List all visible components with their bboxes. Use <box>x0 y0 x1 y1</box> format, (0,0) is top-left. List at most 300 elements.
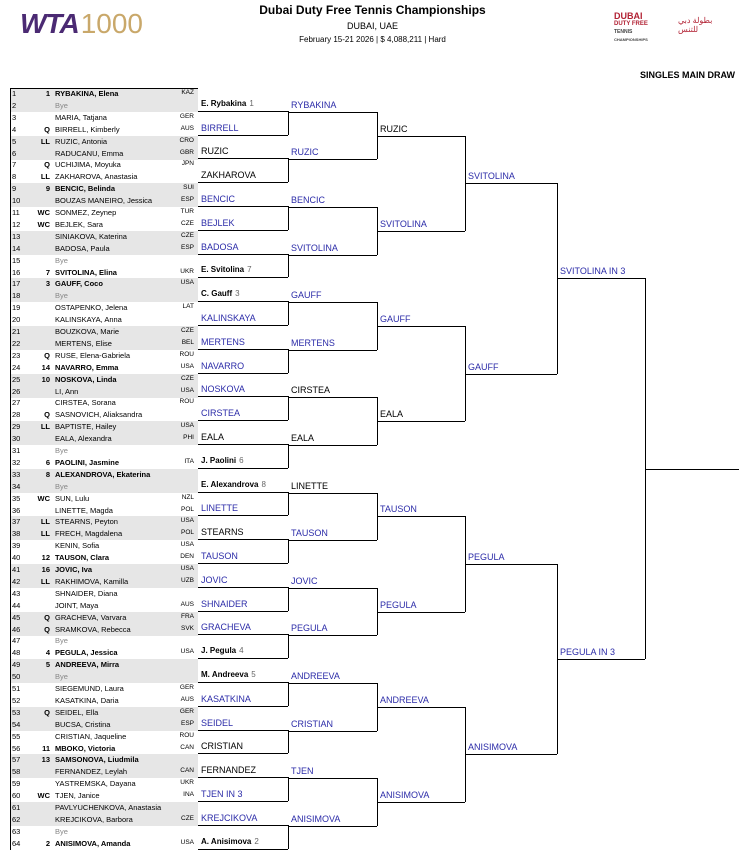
entry-type: LL <box>40 172 50 182</box>
winner-label: MERTENS <box>201 336 245 347</box>
bracket-line <box>288 635 377 636</box>
winner-name <box>291 100 336 110</box>
player-name: Bye <box>55 672 68 682</box>
draw-position: 27 <box>12 398 21 408</box>
winner-name <box>560 266 625 276</box>
player-name: KALINSKAYA, Anna <box>55 315 122 325</box>
player-name: BAPTISTE, Hailey <box>55 422 117 432</box>
seed-entry: 16 <box>41 565 50 574</box>
winner-label: GRACHEVA <box>201 622 251 633</box>
dubai-logo-arabic: بطولة دبي للتنس <box>678 16 713 34</box>
bracket-line <box>377 612 465 613</box>
seed-entry <box>32 422 50 431</box>
winner-name <box>201 146 229 156</box>
country-code: AUS <box>180 695 194 703</box>
draw-frame-left <box>10 88 11 850</box>
winner-name <box>201 361 244 371</box>
seed-entry <box>32 220 50 229</box>
winner-name <box>380 600 417 610</box>
winner-name <box>380 695 429 705</box>
draw-frame-top <box>10 88 198 89</box>
bracket-line <box>465 564 557 565</box>
draw-position: 28 <box>12 410 21 420</box>
draw-position: 42 <box>12 576 21 586</box>
player-name: BOUZKOVA, Marie <box>55 327 120 336</box>
winner-name <box>201 313 256 323</box>
bracket-line <box>465 754 557 755</box>
country-code: UZB <box>181 576 194 584</box>
draw-position: 64 <box>12 838 21 848</box>
player-name: BEJLEK, Sara <box>55 219 103 229</box>
bracket-line <box>557 659 645 660</box>
bracket-line <box>198 658 288 659</box>
winner-label: EALA <box>291 433 315 443</box>
bracket-connector <box>288 396 289 420</box>
seed-entry <box>32 613 50 622</box>
draw-position: 4 <box>12 124 17 134</box>
dubai-logo-lettering: DUBAI DUTY FREE TENNIS CHAMPIONSHIPS <box>614 11 648 42</box>
winner-label: J. Pegula <box>201 646 237 656</box>
draw-position: 15 <box>12 255 21 265</box>
player-name: NAVARRO, Emma <box>55 362 119 372</box>
bracket-line <box>288 588 377 589</box>
draw-position: 14 <box>12 243 21 253</box>
seed-entry: 7 <box>45 267 50 277</box>
seed-entry: 4 <box>45 648 50 658</box>
draw-row <box>10 754 198 766</box>
country-code: USA <box>180 386 194 394</box>
draw-row <box>10 790 198 802</box>
entry-type: LL <box>40 517 50 527</box>
draw-position: 3 <box>12 112 17 122</box>
draw-row <box>10 445 198 457</box>
winner-label: CRISTIAN <box>201 741 244 752</box>
player-name: JOINT, Maya <box>55 600 99 610</box>
country-code: CAN <box>180 767 194 775</box>
player-name: YASTREMSKA, Dayana <box>55 779 136 789</box>
winner-label: KALINSKAYA <box>201 313 256 323</box>
bracket-connector <box>288 111 289 135</box>
seed-entry <box>32 410 50 419</box>
seed-entry <box>32 529 50 538</box>
seed-entry <box>32 494 50 503</box>
winner-label: GAUFF <box>291 290 322 301</box>
draw-row <box>10 374 198 386</box>
entry-type: Q <box>44 624 50 634</box>
bracket-line <box>288 445 377 446</box>
winner-label: SVITOLINA <box>380 218 427 229</box>
draw-row <box>10 707 198 719</box>
winner-label: BEJLEK <box>201 217 235 228</box>
winner-label: CRISTIAN <box>291 718 334 729</box>
country-code: UKR <box>180 779 194 787</box>
winner-label: SEIDEL <box>201 717 234 728</box>
seed-entry: 14 <box>41 362 50 372</box>
bracket-line <box>288 778 377 779</box>
player-name: TJEN, Janice <box>55 791 100 801</box>
player-name: KASATKINA, Daria <box>55 695 119 705</box>
player-name: SVITOLINA, Elina <box>55 267 117 277</box>
draw-row <box>10 457 198 469</box>
player-name: ALEXANDROVA, Ekaterina <box>55 469 151 479</box>
player-name: SASNOVICH, Aliaksandra <box>55 410 143 420</box>
draw-position: 20 <box>12 315 21 325</box>
bracket-line <box>288 350 377 351</box>
winner-label: SVITOLINA <box>468 171 515 182</box>
bracket-line <box>465 183 557 184</box>
country-code: ROU <box>179 398 194 406</box>
winner-seed: 1 <box>249 98 254 108</box>
draw-position: 12 <box>12 219 21 229</box>
tournament-details: February 15-21 2026 | $ 4,088,211 | Hard <box>299 35 446 44</box>
draw-position: 35 <box>12 493 21 503</box>
draw-row <box>10 338 198 350</box>
winner-name <box>291 433 314 443</box>
seed-entry <box>32 172 50 181</box>
player-name: PEGULA, Jessica <box>55 648 118 658</box>
winner-label: E. Rybakina <box>201 98 247 108</box>
winner-name <box>201 408 240 418</box>
seed-entry: 1 <box>45 89 50 98</box>
draw-position: 40 <box>12 553 21 563</box>
winner-label: M. Andreeva <box>201 670 249 679</box>
player-name: RAKHIMOVA, Kamilla <box>55 576 129 586</box>
draw-row <box>10 588 198 600</box>
winner-label: CIRSTEA <box>201 408 241 419</box>
winner-name <box>291 623 328 633</box>
draw-row <box>10 350 198 362</box>
country-code: KAZ <box>181 89 194 96</box>
player-name: LINETTE, Magda <box>55 505 113 515</box>
draw-position: 34 <box>12 481 21 491</box>
draw-row <box>10 88 198 100</box>
player-name: CRISTIAN, Jaqueline <box>55 731 127 741</box>
winner-label: BENCIC <box>291 195 326 205</box>
draw-row <box>10 516 198 528</box>
player-name: SUN, Lulu <box>55 493 90 503</box>
winner-label: BIRRELL <box>201 122 239 133</box>
draw-row <box>10 659 198 671</box>
winner-name <box>291 290 322 300</box>
winner-label: JOVIC <box>201 574 228 585</box>
winner-name <box>291 814 340 824</box>
draw-position: 23 <box>12 350 21 360</box>
winner-label: ANDREEVA <box>380 694 429 705</box>
draw-position: 62 <box>12 814 21 824</box>
winner-label: E. Alexandrova <box>201 479 259 489</box>
draw-position: 1 <box>12 89 17 98</box>
player-name: NOSKOVA, Linda <box>55 374 117 384</box>
draw-position: 13 <box>12 231 21 241</box>
draw-row <box>10 647 198 659</box>
player-name: Bye <box>55 291 68 301</box>
country-code: GER <box>179 112 194 120</box>
bracket-connector <box>288 444 289 468</box>
draw-position: 30 <box>12 434 21 444</box>
player-name: BENCIC, Belinda <box>55 184 116 194</box>
winner-label: RYBAKINA <box>291 99 337 110</box>
draw-position: 56 <box>12 743 21 753</box>
country-code: LAT <box>182 303 194 311</box>
country-code: DEN <box>180 553 194 561</box>
winner-seed: 4 <box>239 646 244 656</box>
country-code: ESP <box>180 243 194 251</box>
draw-position: 6 <box>12 148 17 158</box>
draw-row <box>10 826 198 838</box>
player-name: RUSE, Elena-Gabriela <box>55 350 131 360</box>
dubai-championships-logo <box>610 9 722 42</box>
winner-label: TJEN IN 3 <box>201 789 243 799</box>
player-name: BOUZAS MANEIRO, Jessica <box>55 196 153 206</box>
bracket-line <box>377 802 465 803</box>
draw-position: 38 <box>12 529 21 539</box>
entry-type: Q <box>44 612 50 622</box>
player-name: Bye <box>55 481 68 491</box>
player-name: Bye <box>55 446 68 455</box>
draw-position: 9 <box>12 184 17 194</box>
player-name: MERTENS, Elise <box>55 338 112 348</box>
draw-position: 47 <box>12 636 21 646</box>
entry-type: LL <box>40 529 50 539</box>
winner-name <box>201 456 244 465</box>
draw-row <box>10 231 198 243</box>
bracket-line <box>288 397 377 398</box>
player-name: OSTAPENKO, Jelena <box>55 303 128 313</box>
winner-label: SVITOLINA <box>291 242 338 253</box>
winner-label: ZAKHAROVA <box>201 170 256 181</box>
country-code: CZE <box>181 327 194 334</box>
country-code: CZE <box>181 814 194 822</box>
player-name: Bye <box>55 826 68 836</box>
bracket-line <box>198 158 288 159</box>
winner-name <box>201 170 256 180</box>
bracket-line <box>198 492 288 493</box>
winner-name <box>380 124 408 134</box>
bracket-line <box>198 468 288 469</box>
winner-name <box>291 576 318 586</box>
draw-position: 16 <box>12 267 21 277</box>
draw-row <box>10 136 198 148</box>
wta-logo-text: WTA <box>20 8 79 39</box>
player-name: SHNAIDER, Diana <box>55 588 118 598</box>
winner-name <box>291 147 319 157</box>
draw-position: 39 <box>12 541 21 551</box>
entry-type: WC <box>37 791 50 801</box>
winner-name <box>291 338 335 348</box>
bracket-connector <box>288 682 289 706</box>
draw-row <box>10 564 198 576</box>
draw-row <box>10 695 198 707</box>
bracket-line <box>198 706 288 707</box>
draw-row <box>10 314 198 326</box>
bracket-line <box>377 231 465 232</box>
country-code: TUR <box>180 208 194 215</box>
draw-position: 52 <box>12 695 21 705</box>
entry-type: WC <box>37 493 50 503</box>
country-code: USA <box>180 648 194 656</box>
draw-row <box>10 421 198 433</box>
country-code: INA <box>183 791 194 799</box>
winner-label: PEGULA IN 3 <box>560 647 616 658</box>
draw-position: 25 <box>12 374 21 384</box>
seed-entry <box>32 125 50 134</box>
bracket-line <box>198 611 288 612</box>
draw-row <box>10 838 198 850</box>
draw-position: 36 <box>12 505 21 515</box>
seed-entry <box>32 577 50 586</box>
winner-name <box>468 171 515 181</box>
bracket-connector <box>288 206 289 230</box>
draw-row <box>10 600 198 612</box>
seed-entry: 9 <box>45 184 50 194</box>
seed-entry <box>32 351 50 360</box>
entry-type: WC <box>37 219 50 229</box>
entry-type: Q <box>44 410 50 420</box>
winner-name <box>201 718 233 728</box>
draw-position: 55 <box>12 731 21 741</box>
draw-row <box>10 243 198 255</box>
draw-position: 10 <box>12 196 21 206</box>
winner-name <box>201 194 235 204</box>
country-code: POL <box>180 505 194 513</box>
draw-row <box>10 802 198 814</box>
country-code: GER <box>179 684 194 691</box>
bracket-line <box>198 230 288 231</box>
player-name: BUCSA, Cristina <box>55 719 111 729</box>
bracket-line <box>198 135 288 136</box>
winner-name <box>291 243 338 253</box>
winner-name <box>291 671 340 681</box>
bracket-line <box>198 539 288 540</box>
draw-position: 61 <box>12 803 21 812</box>
bracket-connector <box>288 634 289 658</box>
draw-position: 58 <box>12 767 21 777</box>
player-name: ANDREEVA, Mirra <box>55 660 120 670</box>
player-name: SINIAKOVA, Katerina <box>55 231 127 241</box>
draw-row <box>10 635 198 647</box>
draw-position: 44 <box>12 600 21 610</box>
country-code: BEL <box>181 338 194 346</box>
bracket-line <box>288 112 377 113</box>
draw-position: 32 <box>12 457 21 467</box>
draw-row <box>10 159 198 171</box>
winner-name <box>201 765 256 775</box>
bracket-line <box>198 444 288 445</box>
country-code: CAN <box>180 743 194 751</box>
bracket-line <box>198 587 288 588</box>
draw-position: 37 <box>12 517 21 527</box>
seed-entry: 3 <box>45 279 50 289</box>
player-name: MBOKO, Victoria <box>55 743 116 753</box>
winner-label: RUZIC <box>291 147 319 158</box>
winner-name <box>201 242 239 252</box>
seed-entry: 11 <box>42 743 50 753</box>
draw-row <box>10 576 198 588</box>
entry-type: LL <box>40 136 50 146</box>
country-code: USA <box>180 279 194 287</box>
country-code: ROU <box>179 731 194 739</box>
winner-label: E. Svitolina <box>201 265 245 275</box>
player-name: RADUCANU, Emma <box>55 148 124 158</box>
bracket-line <box>198 396 288 397</box>
entry-type: Q <box>44 350 50 360</box>
bracket-connector <box>288 254 289 278</box>
winner-name <box>291 481 328 491</box>
country-code: ESP <box>180 196 194 204</box>
bracket-line <box>198 777 288 778</box>
bracket-line <box>288 683 377 684</box>
winner-name <box>201 99 254 108</box>
draw-row <box>10 433 198 445</box>
bracket-line <box>288 493 377 494</box>
country-code: USA <box>180 517 194 525</box>
winner-name <box>201 480 266 489</box>
player-name: LI, Ann <box>55 386 79 396</box>
country-code: USA <box>180 838 194 846</box>
country-code: SUI <box>183 184 194 192</box>
draw-row <box>10 505 198 517</box>
tournament-location: DUBAI, UAE <box>346 21 398 31</box>
draw-position: 24 <box>12 362 21 372</box>
winner-label: J. Paolini <box>201 455 237 465</box>
bracket-connector <box>288 349 289 373</box>
bracket-line <box>198 515 288 516</box>
draw-position: 60 <box>12 791 21 801</box>
bracket-line <box>198 254 288 255</box>
player-name: KENIN, Sofia <box>55 541 100 551</box>
section-label: SINGLES MAIN DRAW <box>639 70 735 80</box>
winner-label: BADOSA <box>201 241 239 252</box>
winner-name <box>201 123 239 133</box>
wta-1000-logo <box>20 8 143 40</box>
draw-row <box>10 493 198 505</box>
player-name: GAUFF, Coco <box>55 279 103 289</box>
winner-label: LINETTE <box>201 503 239 514</box>
draw-row <box>10 302 198 314</box>
player-name: Bye <box>55 100 68 110</box>
draw-row <box>10 290 198 302</box>
player-name: MARIA, Tatjana <box>55 112 107 122</box>
bracket-line <box>198 373 288 374</box>
draw-position: 57 <box>12 755 21 765</box>
country-code: GBR <box>179 148 194 156</box>
draw-position: 21 <box>12 327 21 336</box>
country-code: ITA <box>184 457 194 465</box>
bracket-line <box>288 540 377 541</box>
bracket-line <box>198 730 288 731</box>
draw-position: 29 <box>12 422 21 432</box>
draw-position: 19 <box>12 303 21 313</box>
winner-name <box>291 528 328 538</box>
player-name: CIRSTEA, Sorana <box>55 398 116 408</box>
wta-logo-number: 1000 <box>80 8 143 39</box>
bracket-line <box>377 136 465 137</box>
player-name: SIEGEMUND, Laura <box>55 684 124 693</box>
bracket-line <box>198 325 288 326</box>
bracket-line <box>198 634 288 635</box>
winner-name <box>201 503 238 513</box>
bracket-line <box>465 374 557 375</box>
country-code: POL <box>180 529 194 537</box>
winner-seed: 7 <box>247 265 252 275</box>
draw-row <box>10 219 198 231</box>
player-name: PAVLYUCHENKOVA, Anastasia <box>55 803 162 812</box>
bracket-connector <box>288 730 289 754</box>
country-code: CRO <box>179 136 194 144</box>
seed-entry: 2 <box>45 838 50 848</box>
country-code: USA <box>180 565 194 572</box>
bracket-line <box>198 182 288 183</box>
